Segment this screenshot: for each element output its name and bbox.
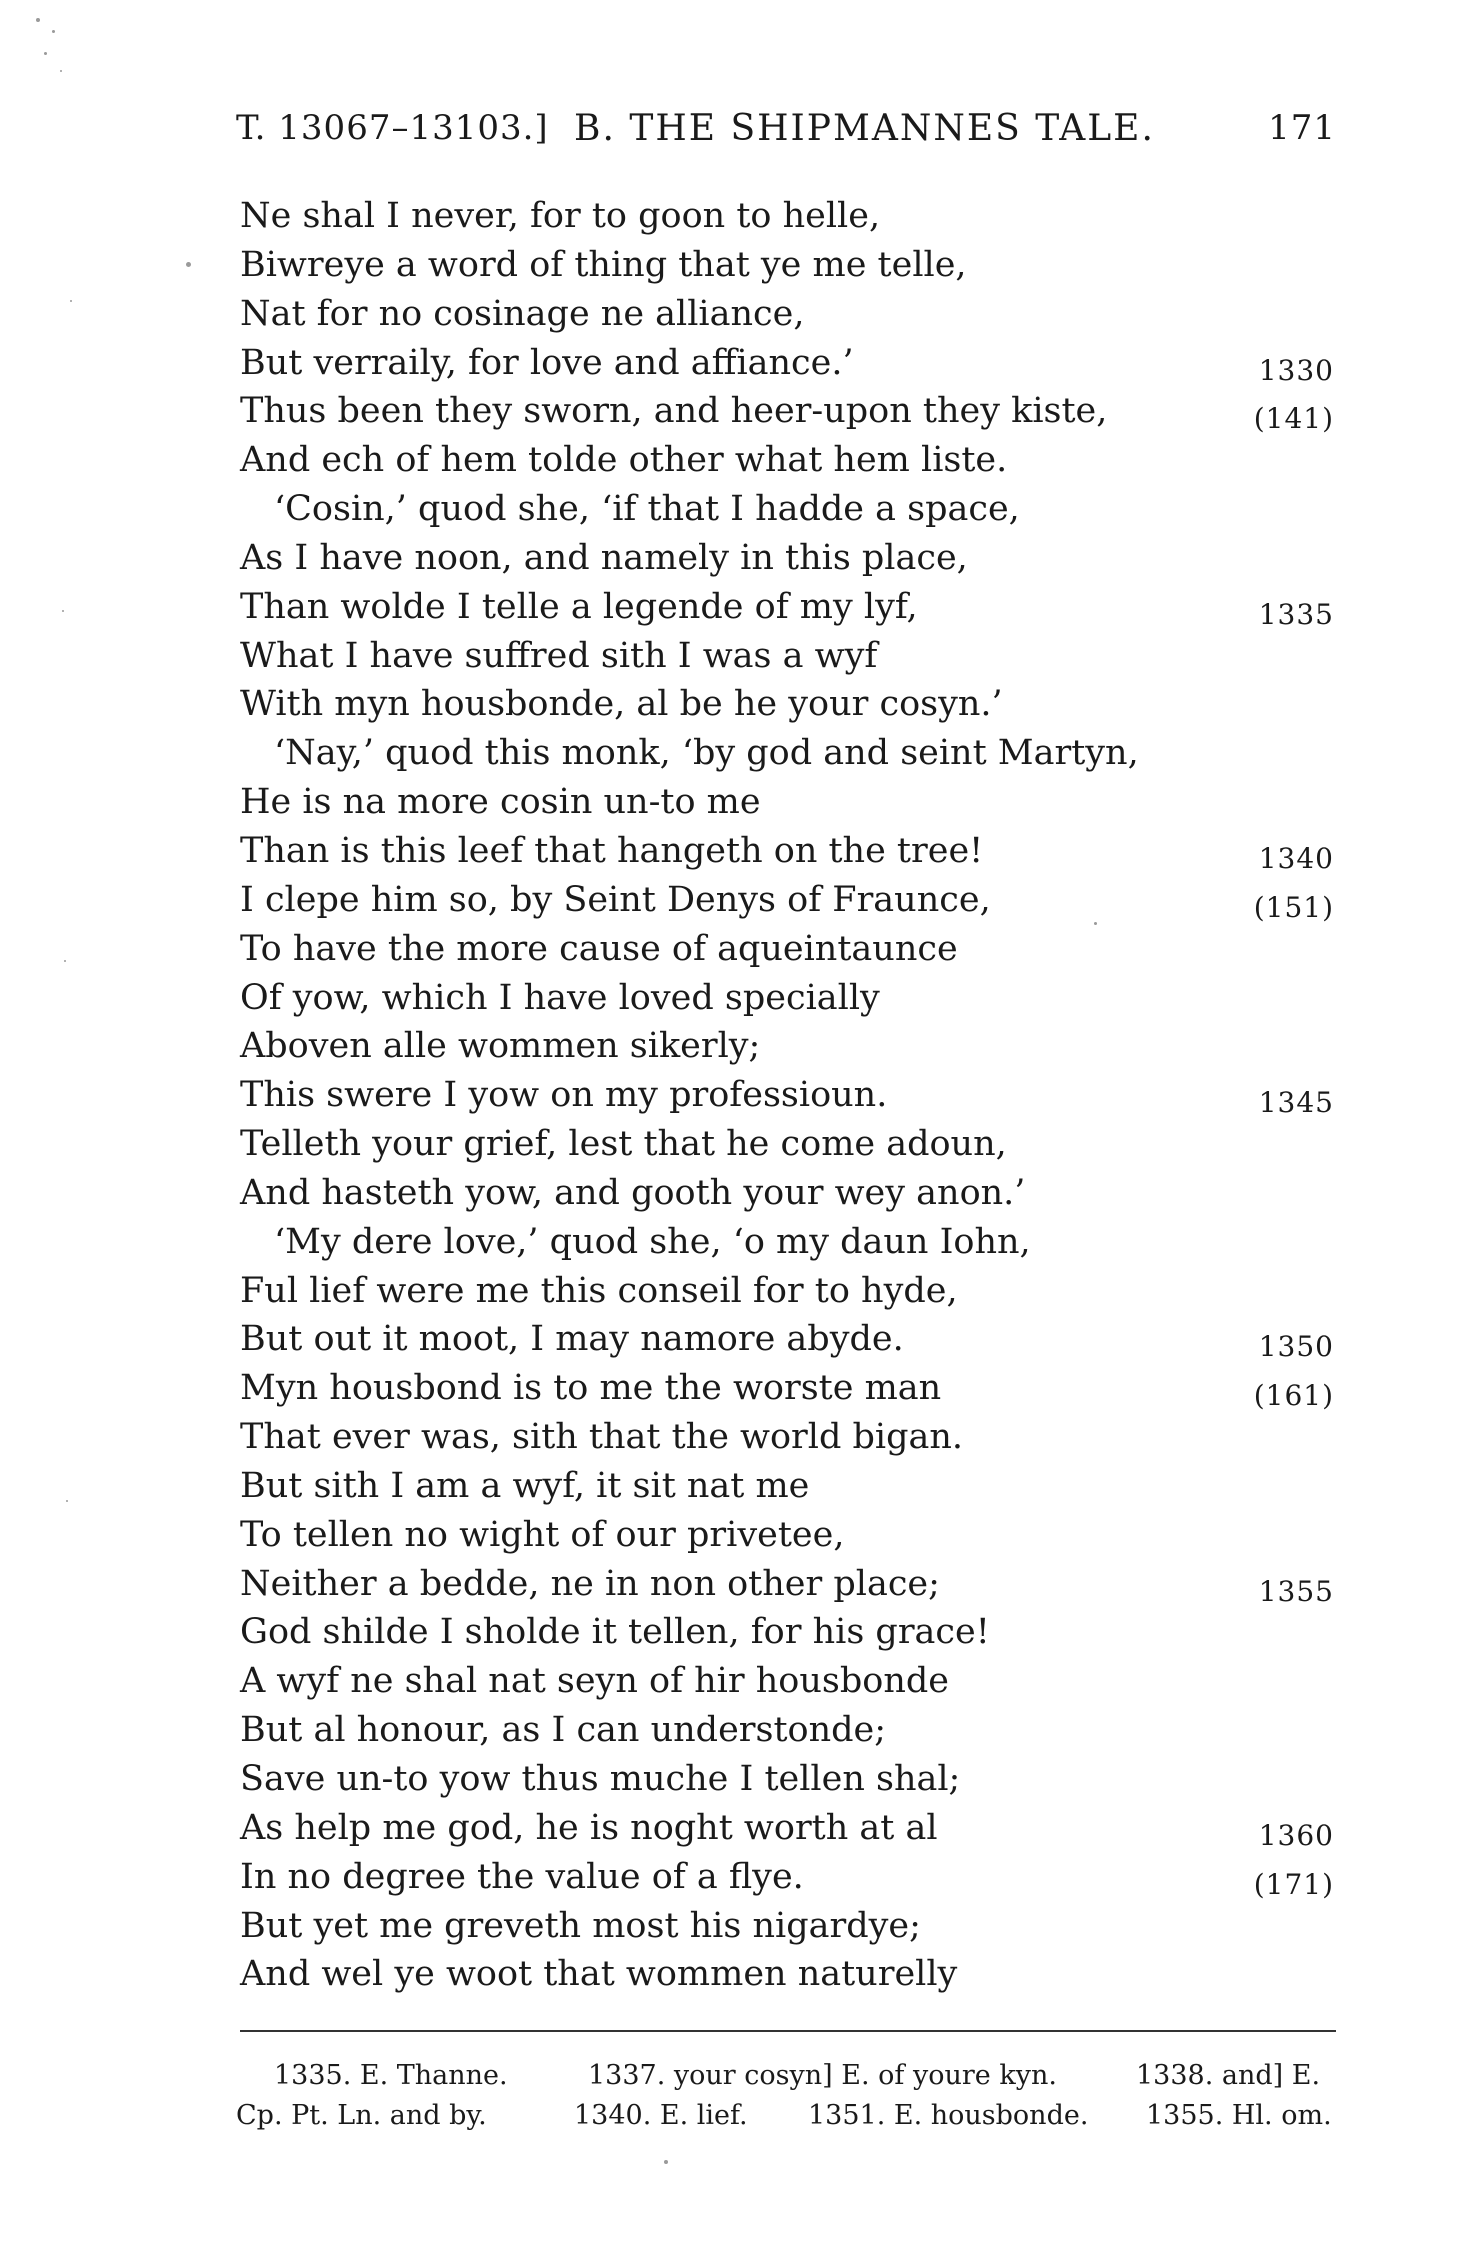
verse-line — [240, 778, 1340, 827]
line-number: 1330 — [1258, 353, 1334, 387]
verse-line — [240, 1022, 1340, 1071]
footnote-text: 1338. and] E. — [1136, 2060, 1321, 2091]
scan-speck — [66, 1500, 68, 1502]
verse-line — [240, 1804, 1340, 1853]
verse-line — [240, 534, 1340, 583]
verse-text: Biwreye a word of thing that ye me telle, — [240, 244, 967, 285]
verse-text: And wel ye woot that wommen naturelly — [240, 1954, 958, 1995]
verse-line — [240, 729, 1340, 778]
verse-text: That ever was, sith that the world bigan. — [240, 1417, 964, 1458]
verse-line — [240, 1560, 1340, 1609]
line-number: 1335 — [1258, 597, 1334, 631]
scan-speck — [36, 18, 40, 22]
verse-text: He is na more cosin un-to me — [240, 782, 761, 823]
line-number: 1360 — [1258, 1818, 1334, 1852]
verse-line — [240, 1315, 1340, 1364]
scan-speck — [52, 30, 55, 33]
page-number: 171 — [1268, 108, 1336, 148]
verse-text: To have the more cause of aqueintaunce — [240, 928, 958, 969]
footnote-line — [236, 2096, 1340, 2136]
verse-text: Save un-to yow thus muche I tellen shal; — [240, 1759, 961, 1799]
verse-line — [240, 241, 1340, 290]
line-number: (151) — [1253, 890, 1334, 924]
verse-line — [240, 925, 1340, 974]
footnote-text: 1355. Hl. om. — [1146, 2100, 1332, 2131]
verse-text: Of yow, which I have loved specially — [240, 977, 880, 1018]
line-number: 1355 — [1258, 1574, 1334, 1608]
verse-text: Ful lief were me this conseil for to hyde, — [240, 1270, 958, 1311]
header-section-title: B. THE SHIPMANNES TALE. — [574, 108, 1155, 149]
verse-line — [240, 1169, 1340, 1218]
verse-line — [240, 290, 1340, 339]
verse-line — [240, 1755, 1340, 1804]
footnote-text: 1340. E. lief. — [574, 2100, 748, 2131]
verse-line — [240, 876, 1340, 925]
scan-speck — [70, 300, 72, 302]
verse-text: And hasteth yow, and gooth your wey anon.’ — [240, 1172, 1026, 1213]
scan-speck — [186, 262, 191, 267]
scan-speck — [44, 52, 47, 55]
verse-text: In no degree the value of a flye. — [240, 1856, 804, 1897]
footnote-text: Cp. Pt. Ln. and by. — [236, 2100, 487, 2131]
footnote-rule — [240, 2030, 1336, 2032]
verse-text: To tellen no wight of our privetee, — [240, 1514, 845, 1555]
verse-text: A wyf ne shal nat seyn of hir housbonde — [240, 1661, 949, 1702]
verse-line — [240, 436, 1340, 485]
verse-text: With myn housbonde, al be he your cosyn.’ — [240, 684, 1003, 725]
verse-text: But verraily, for love and affiance.’ — [240, 342, 854, 383]
line-number: 1350 — [1258, 1330, 1334, 1364]
verse-line — [240, 192, 1340, 241]
verse-line — [240, 1902, 1340, 1951]
footnote-text: 1351. E. housbonde. — [808, 2100, 1089, 2131]
verse-text: Neither a bedde, ne in non other place; — [240, 1563, 940, 1604]
verse-line — [240, 632, 1340, 681]
verse-text: Aboven alle wommen sikerly; — [240, 1026, 761, 1067]
verse-text: Myn housbond is to me the worste man — [240, 1368, 942, 1409]
running-header — [236, 108, 1336, 158]
verse-line — [240, 387, 1340, 436]
verse-line — [240, 1267, 1340, 1316]
verse-line — [240, 1657, 1340, 1706]
footnote-text: 1335. E. Thanne. — [274, 2060, 508, 2091]
line-number: 1340 — [1258, 841, 1334, 875]
verse-text: What I have suffred sith I was a wyf — [240, 635, 878, 676]
verse-line — [240, 1071, 1340, 1120]
footnotes — [236, 2056, 1340, 2136]
verse-text: ‘Cosin,’ quod she, ‘if that I hadde a space, — [274, 489, 1020, 530]
scan-speck — [64, 960, 66, 962]
verse-line — [240, 1853, 1340, 1902]
line-number: 1345 — [1258, 1086, 1334, 1120]
verse-line — [240, 583, 1340, 632]
line-number: (141) — [1253, 402, 1334, 436]
verse-line — [240, 1462, 1340, 1511]
verse-text: Nat for no cosinage ne alliance, — [240, 293, 805, 334]
verse-text: But yet me greveth most his nigardye; — [240, 1905, 921, 1946]
verse-text: Than is this leef that hangeth on the tree! — [240, 830, 984, 871]
scan-speck — [62, 610, 64, 612]
verse-line — [240, 1218, 1340, 1267]
verse-line — [240, 1120, 1340, 1169]
verse-text: But sith I am a wyf, it sit nat me — [240, 1465, 810, 1506]
verse-line — [240, 1413, 1340, 1462]
verse-text: God shilde I sholde it tellen, for his grace! — [240, 1612, 990, 1653]
footnote-line — [236, 2056, 1340, 2096]
footnote-text: 1337. your cosyn] E. of youre kyn. — [588, 2060, 1057, 2091]
verse-line — [240, 974, 1340, 1023]
verse-text: But al honour, as I can understonde; — [240, 1710, 887, 1751]
verse-text: As help me god, he is noght worth at al — [240, 1807, 938, 1848]
verse-line — [240, 1706, 1340, 1755]
line-number: (171) — [1253, 1867, 1334, 1901]
header-line-range: T. 13067–13103.] — [236, 108, 549, 148]
verse-text: ‘My dere love,’ quod she, ‘o my daun Iohn, — [274, 1221, 1031, 1262]
verse-text: Than wolde I telle a legende of my lyf, — [240, 586, 918, 627]
verse-text: Thus been they sworn, and heer-upon they kiste, — [240, 391, 1108, 432]
verse-line — [240, 680, 1340, 729]
line-number: (161) — [1253, 1379, 1334, 1413]
scan-speck — [60, 70, 62, 72]
verse-text: I clepe him so, by Seint Denys of Fraunce, — [240, 879, 991, 920]
verse-line — [240, 339, 1340, 388]
verse-text: But out it moot, I may namore abyde. — [240, 1319, 904, 1360]
verse-text: And ech of hem tolde other what hem liste. — [240, 440, 1008, 481]
verse-block — [240, 192, 1340, 1999]
verse-line — [240, 827, 1340, 876]
verse-line — [240, 1511, 1340, 1560]
verse-text: ‘Nay,’ quod this monk, ‘by god and seint Martyn, — [274, 733, 1139, 774]
verse-line — [240, 1950, 1340, 1999]
verse-text: As I have noon, and namely in this place, — [240, 537, 968, 578]
verse-line — [240, 485, 1340, 534]
verse-line — [240, 1608, 1340, 1657]
verse-line — [240, 1364, 1340, 1413]
scan-speck — [664, 2160, 668, 2164]
verse-text: Ne shal I never, for to goon to helle, — [240, 196, 881, 236]
verse-text: Telleth your grief, lest that he come adoun, — [240, 1124, 1007, 1165]
verse-text: This swere I yow on my professioun. — [240, 1075, 888, 1116]
